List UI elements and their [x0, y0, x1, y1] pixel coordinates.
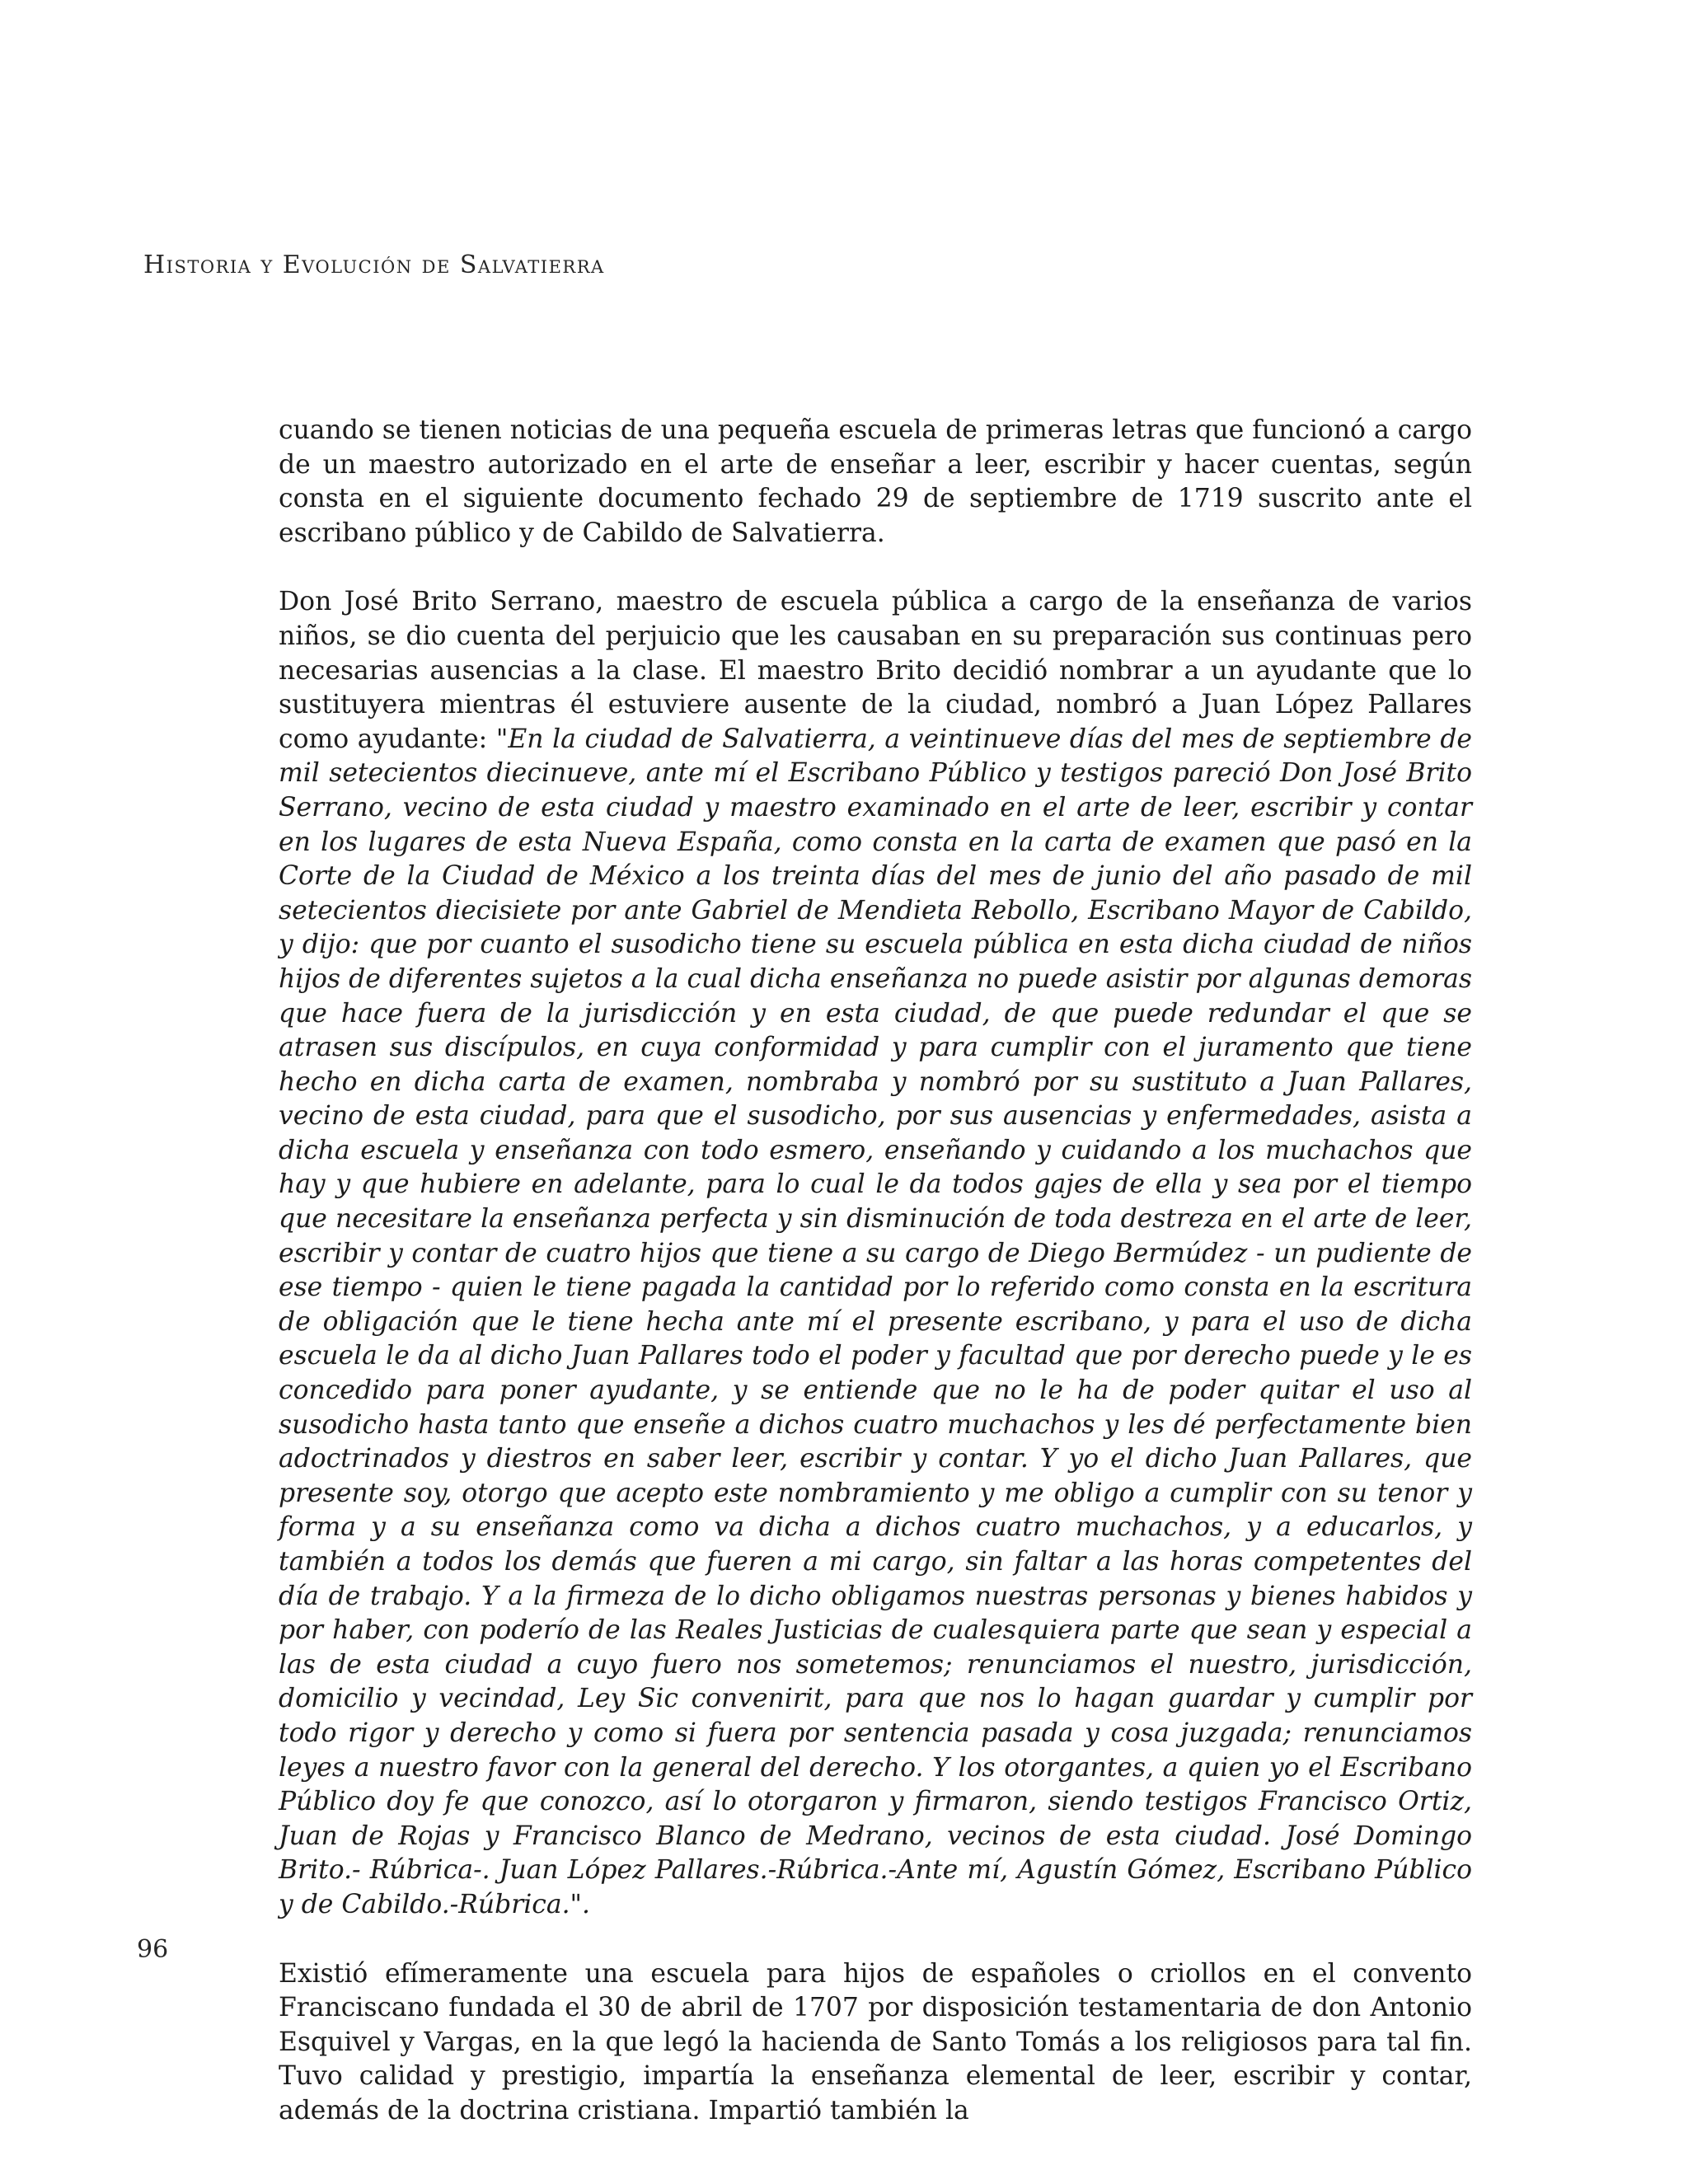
paragraph-3: Existió efímeramente una escuela para hijos de españoles o criollos en el convento Franciscano fundada el 30 de abril de 1707 por disposición testamentaria de don Antonio Esquivel y Vargas, en la que legó la hacienda de Santo Tomás a los religiosos para tal fin. Tuvo calidad y prestigio, impartía la enseñanza elemental de leer, escribir y contar, además de la doctrina cristiana. Impartió también la [279, 1958, 1472, 2125]
paragraph-2 [279, 585, 1472, 1922]
page-number: 96 [137, 1935, 169, 1964]
running-header: Historia y Evolución de Salvatierra [143, 251, 605, 279]
paragraph-2-intro: Don José Brito Serrano, maestro de escuela pública a cargo de la enseñanza de varios niños, se dio cuenta del perjuicio que les causaban en su preparación sus continuas pero necesarias ausencias a la clase. El maestro Brito decidió nombrar a un ayudante que lo sustituyera mientras él estuviere ausente de la ciudad, nombró a Juan López Pallares como ayudante: [279, 587, 1472, 754]
body-text [279, 414, 1472, 2129]
paragraph-1: cuando se tienen noticias de una pequeña escuela de primeras letras que funcionó a cargo de un maestro autorizado en el arte de enseñar a leer, escribir y hacer cuentas, según consta en el siguiente documento fechado 29 de septiembre de 1719 suscrito ante el escribano público y de Cabildo de Salvatierra. [279, 415, 1472, 548]
notarial-quote: "En la ciudad de Salvatierra, a veintinueve días del mes de septiembre de mil setecientos diecinueve, ante mí el Escribano Público y testigos pareció Don José Brito Serrano, vecino de esta ciudad y maestro examinado en el arte de leer, escribir y contar en los lugares de esta Nueva España, como consta en la carta de examen que pasó en la Corte de la Ciudad de México a los treinta días del mes de junio del año pasado de mil setecientos diecisiete por ante Gabriel de Mendieta Rebollo, Escribano Mayor de Cabildo, y dijo: que por cuanto el susodicho tiene su escuela pública en esta dicha ciudad de niños hijos de diferentes sujetos a la cual dicha enseñanza no puede asistir por algunas demoras que hace fuera de la jurisdicción y en esta ciudad, de que puede redundar el que se atrasen sus discípulos, en cuya conformidad y para cumplir con el juramento que tiene hecho en dicha carta de examen, nombraba y nombró por su sustituto a Juan Pallares, vecino de esta ciudad, para que el susodicho, por sus ausencias y enfermedades, asista a dicha escuela y enseñanza con todo esmero, enseñando y cuidando a los muchachos que hay y que hubiere en adelante, para lo cual le da todos gajes de ella y sea por el tiempo que necesitare la enseñanza perfecta y sin disminución de toda destreza en el arte de leer, escribir y contar de cuatro hijos que tiene a su cargo de Diego Bermúdez - un pudiente de ese tiempo - quien le tiene pagada la cantidad por lo referido como consta en la escritura de obligación que le tiene hecha ante mí el presente escribano, y para el uso de dicha escuela le da al dicho Juan Pallares todo el poder y facultad que por derecho puede y le es concedido para poner ayudante, y se entiende que no le ha de poder quitar el uso al susodicho hasta tanto que enseñe a dichos cuatro muchachos y les dé perfectamente bien adoctrinados y diestros en saber leer, escribir y contar. Y yo el dicho Juan Pallares, que presente soy, otorgo que acepto este nombramiento y me obligo a cumplir con su tenor y forma y a su enseñanza como va dicha a dichos cuatro muchachos, y a educarlos, y también a todos los demás que fueren a mi cargo, sin faltar a las horas competentes del día de trabajo. Y a la firmeza de lo dicho obligamos nuestras personas y bienes habidos y por haber, con poderío de las Reales Justicias de cualesquiera parte que sean y especial a las de esta ciudad a cuyo fuero nos sometemos; renunciamos el nuestro, jurisdicción, domicilio y vecindad, Ley Sic convenirit, para que nos lo hagan guardar y cumplir por todo rigor y derecho y como si fuera por sentencia pasada y cosa juzgada; renunciamos leyes a nuestro favor con la general del derecho. Y los otorgantes, a quien yo el Escribano Público doy fe que conozco, así lo otorgaron y firmaron, siendo testigos Francisco Ortiz, Juan de Rojas y Francisco Blanco de Medrano, vecinos de esta ciudad. José Domingo Brito.- Rúbrica-. Juan López Pallares.-Rúbrica.-Ante mí, Agustín Gómez, Escribano Público y de Cabildo.-Rúbrica.". [279, 724, 1473, 1919]
